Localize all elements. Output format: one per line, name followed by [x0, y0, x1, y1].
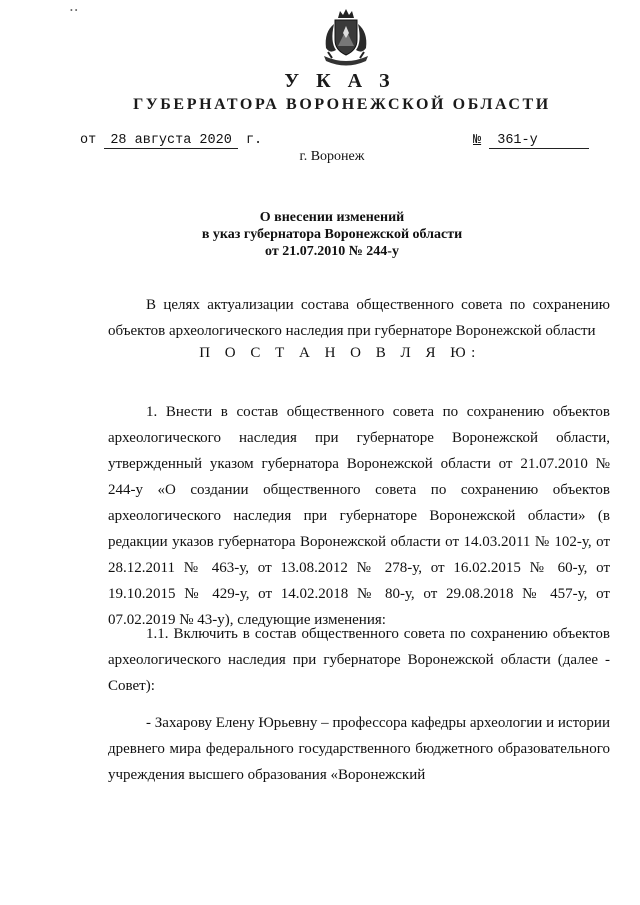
number-label: № [473, 133, 482, 148]
coat-of-arms-icon [316, 8, 376, 72]
scan-artifact: • • [70, 6, 78, 15]
subject-line: в указ губернатора Воронежской области [201, 227, 463, 242]
date-prefix: от [80, 133, 97, 148]
subject-line: О внесении изменений [259, 210, 405, 225]
preamble-paragraph: В целях актуализации состава общественного совета по сохранению объектов археологического наследия при губернаторе Воронежской области [108, 297, 610, 339]
decree-heading: П О С Т А Н О В Л Я Ю: [199, 345, 481, 361]
number-value: 361-у [489, 133, 589, 149]
document-number [473, 133, 589, 149]
document-issuer: ГУБЕРНАТОРА ВОРОНЕЖСКОЙ ОБЛАСТИ [133, 96, 551, 113]
document-date [80, 133, 262, 149]
document-subject [0, 209, 640, 260]
paragraph-1-1-item: - Захарову Елену Юрьевну – профессора кафедры археологии и истории древнего мира федерального государственного бюджетного образовательного учреждения высшего образования «Воронежский [108, 715, 610, 783]
date-value: 28 августа 2020 [104, 133, 238, 149]
subject-line: от 21.07.2010 № 244-у [265, 244, 399, 259]
date-suffix: г. [245, 133, 263, 148]
paragraph-1-1: 1.1. Включить в состав общественного совета по сохранению объектов археологического наследия при губернаторе Воронежской области (далее - Совет): [108, 626, 610, 694]
paragraph-1: 1. Внести в состав общественного совета по сохранению объектов археологического наследия при губернаторе Воронежской области, утвержденный указом губернатора Воронежской области от 21.07.2010 № 244-у «О создании общественного совета по сохранению объектов археологического наследия при губернаторе Воронежской области» (в редакции указов губернатора Воронежской области от 14.03.2011 № 102-у, от 28.12.2011 № 463-у, от 13.08.2012 № 278-у, от 16.02.2015 № 60-у, от 19.10.2015 № 429-у, от 14.02.2018 № 80-у, от 29.08.2018 № 457-у, от 07.02.2019 № 43-у), следующие изменения: [108, 404, 610, 628]
document-title: У К А З [284, 70, 396, 92]
document-city: г. Воронеж [299, 149, 365, 164]
